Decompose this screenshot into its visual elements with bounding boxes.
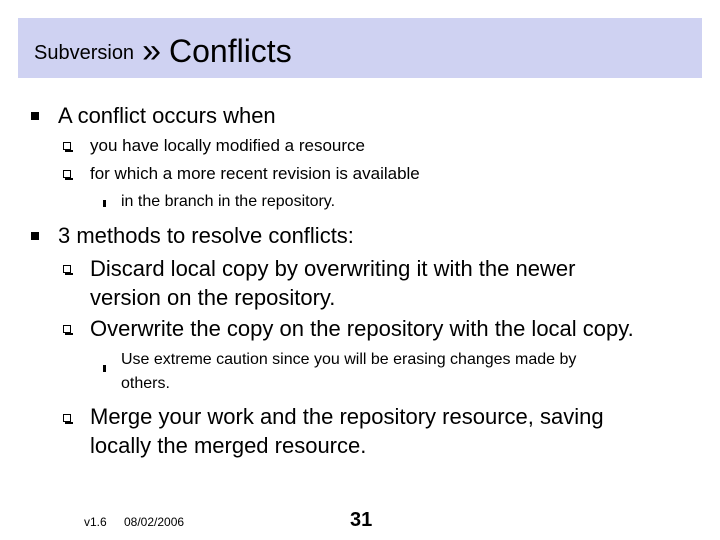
hollow-square-bullet-icon <box>63 414 71 422</box>
bullet-1-sub-1: you have locally modified a resource <box>90 136 365 155</box>
title-prefix: Subversion <box>34 42 135 64</box>
dash-bullet-icon <box>103 200 106 207</box>
footer-date: 08/02/2006 <box>124 515 185 529</box>
footer-version: v1.6 <box>84 515 107 529</box>
dash-bullet-icon <box>103 365 106 372</box>
hollow-square-bullet-icon <box>63 265 71 273</box>
bullet-2-sub-3-line-2: locally the merged resource. <box>90 433 367 458</box>
bullet-2-subsub-line-1: Use extreme caution since you will be erasing changes made by <box>121 351 577 368</box>
bullet-2-subsub-line-2: others. <box>121 375 170 392</box>
square-bullet-icon <box>31 232 39 240</box>
bullet-1-subsub: in the branch in the repository. <box>121 193 336 210</box>
bullet-2-sub-2-line-1: Overwrite the copy on the repository with the local copy. <box>90 316 634 341</box>
title-separator: » <box>142 32 161 70</box>
title-main: Conflicts <box>168 33 292 69</box>
bullet-1-sub-2: for which a more recent revision is available <box>90 164 420 183</box>
hollow-square-bullet-icon <box>63 170 71 178</box>
square-bullet-icon <box>31 112 39 120</box>
bullet-2-sub-1-line-1: Discard local copy by overwriting it with the newer <box>90 256 576 281</box>
bullet-1-text: A conflict occurs when <box>58 103 276 128</box>
bullet-2-text: 3 methods to resolve conflicts: <box>58 223 354 248</box>
bullet-2-sub-3-line-1: Merge your work and the repository resource, saving <box>90 404 604 429</box>
page-number: 31 <box>350 509 373 531</box>
hollow-square-bullet-icon <box>63 142 71 150</box>
hollow-square-bullet-icon <box>63 325 71 333</box>
bullet-2-sub-1-line-2: version on the repository. <box>90 285 336 310</box>
